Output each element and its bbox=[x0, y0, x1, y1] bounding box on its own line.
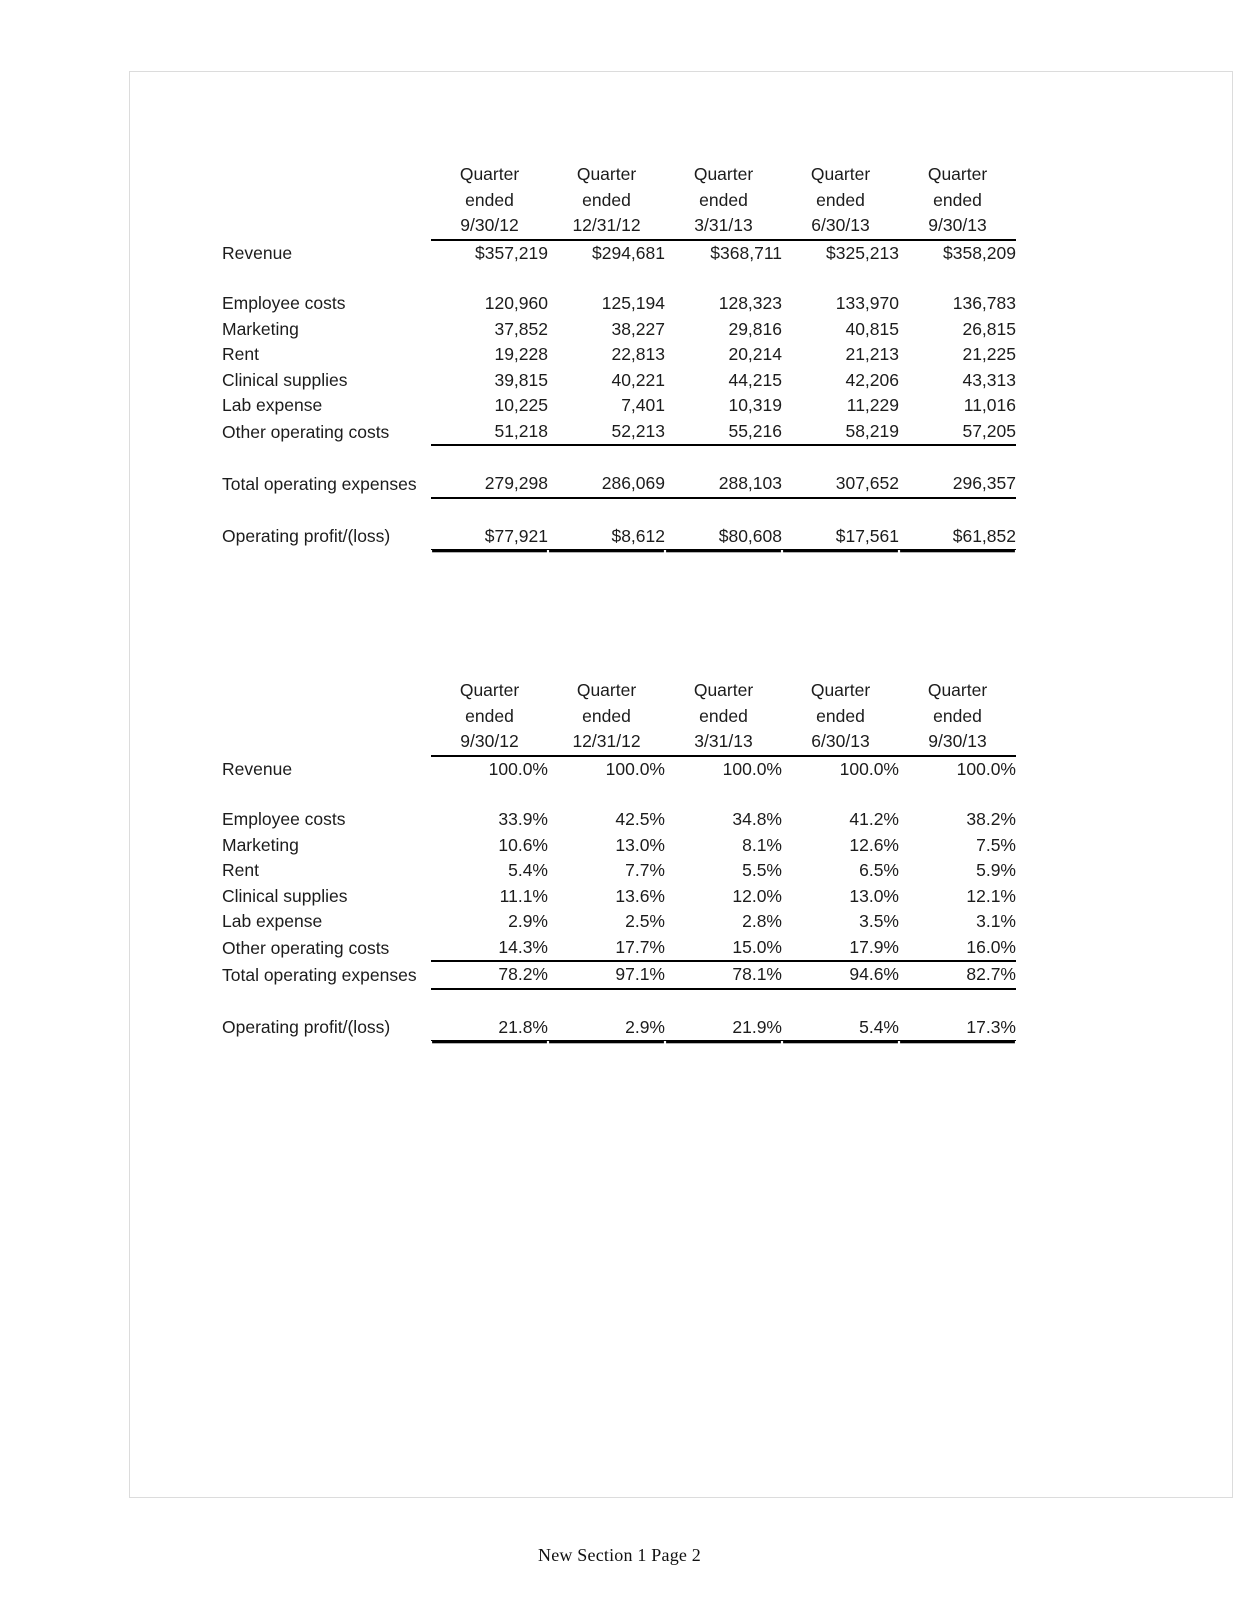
row-value: 97.1% bbox=[548, 961, 665, 989]
row-label: Other operating costs bbox=[222, 937, 390, 958]
header-line-3: 9/30/13 bbox=[928, 731, 987, 751]
header-line-1: Quarter bbox=[927, 164, 988, 184]
column-header-cell bbox=[431, 678, 548, 756]
row-value: 15.0% bbox=[665, 935, 782, 962]
row-value: 40,815 bbox=[845, 318, 899, 339]
column-header-cell bbox=[548, 678, 665, 756]
table-row bbox=[222, 393, 1016, 419]
spacer-cell bbox=[222, 445, 431, 471]
row-value: 5.4% bbox=[782, 1015, 899, 1041]
header-line-2: ended bbox=[699, 705, 748, 726]
header-line-1: Quarter bbox=[459, 680, 520, 700]
table-row bbox=[222, 858, 1016, 884]
page-footer: New Section 1 Page 2 bbox=[538, 1545, 701, 1565]
header-line-1: Quarter bbox=[693, 164, 754, 184]
row-value: 10,225 bbox=[494, 395, 548, 415]
spacer-cell bbox=[899, 266, 1016, 291]
column-header-cell bbox=[548, 162, 665, 240]
spacer-cell bbox=[665, 782, 782, 807]
header-line-3: 9/30/12 bbox=[460, 215, 519, 235]
row-value: 16.0% bbox=[899, 935, 1016, 962]
column-header-cell bbox=[899, 162, 1016, 240]
header-line-3: 12/31/12 bbox=[572, 731, 641, 751]
spacer-cell bbox=[899, 498, 1016, 524]
header-line-3: 6/30/13 bbox=[811, 215, 870, 235]
table-header-row bbox=[222, 678, 1016, 756]
row-value: 100.0% bbox=[548, 756, 665, 783]
row-label: Clinical supplies bbox=[222, 885, 348, 906]
row-value: $8,612 bbox=[548, 524, 665, 550]
row-value: 100.0% bbox=[899, 756, 1016, 783]
row-value: 34.8% bbox=[732, 809, 782, 829]
row-value: 21.9% bbox=[665, 1015, 782, 1041]
spacer-cell bbox=[899, 782, 1016, 807]
row-label: Rent bbox=[222, 344, 259, 364]
header-line-2: ended bbox=[816, 705, 865, 726]
row-value: 307,652 bbox=[782, 471, 899, 498]
row-value: 94.6% bbox=[782, 961, 899, 989]
row-label: Revenue bbox=[222, 242, 293, 263]
header-line-1: Quarter bbox=[693, 680, 754, 700]
spacer-cell bbox=[665, 498, 782, 524]
table-body bbox=[222, 678, 1016, 1041]
row-value: $77,921 bbox=[431, 524, 548, 550]
header-line-1: Quarter bbox=[576, 164, 637, 184]
row-value: 82.7% bbox=[899, 961, 1016, 989]
header-line-2: ended bbox=[933, 705, 982, 726]
column-header-cell bbox=[665, 162, 782, 240]
row-label: Clinical supplies bbox=[222, 369, 348, 390]
row-value: 128,323 bbox=[718, 293, 782, 313]
row-label: Total operating expenses bbox=[222, 474, 417, 494]
row-value: 21,225 bbox=[962, 344, 1016, 364]
spacer-cell bbox=[431, 782, 548, 807]
quarterly-income-statement-percent-table bbox=[222, 678, 1016, 1041]
spacer-cell bbox=[782, 989, 899, 1015]
row-value: 11.1% bbox=[499, 885, 548, 906]
header-line-1: Quarter bbox=[810, 680, 871, 700]
row-value: 38,227 bbox=[611, 318, 665, 339]
row-value: 133,970 bbox=[835, 293, 899, 313]
row-value: 13.0% bbox=[849, 885, 899, 906]
row-value: $61,852 bbox=[899, 524, 1016, 550]
table-row bbox=[222, 419, 1016, 446]
row-value: 20,214 bbox=[728, 344, 782, 364]
spacer-cell bbox=[782, 266, 899, 291]
spacer-row bbox=[222, 989, 1016, 1015]
header-line-2: ended bbox=[465, 705, 514, 726]
table-row bbox=[222, 935, 1016, 962]
row-value: 7.7% bbox=[625, 860, 665, 880]
row-value: 21,213 bbox=[845, 344, 899, 364]
row-value: 100.0% bbox=[431, 756, 548, 783]
table-header-row bbox=[222, 162, 1016, 240]
row-value: 58,219 bbox=[782, 419, 899, 446]
row-value: 17.3% bbox=[899, 1015, 1016, 1041]
row-value: 55,216 bbox=[665, 419, 782, 446]
row-value: 136,783 bbox=[952, 293, 1016, 313]
row-label: Total operating expenses bbox=[222, 965, 417, 985]
row-value: $325,213 bbox=[782, 240, 899, 267]
row-value: 51,218 bbox=[431, 419, 548, 446]
spacer-cell bbox=[548, 266, 665, 291]
row-value: 26,815 bbox=[962, 318, 1016, 339]
header-line-2: ended bbox=[933, 189, 982, 210]
table-row bbox=[222, 833, 1016, 859]
row-value: 100.0% bbox=[782, 756, 899, 783]
row-value: 296,357 bbox=[899, 471, 1016, 498]
header-line-1: Quarter bbox=[927, 680, 988, 700]
spacer-row bbox=[222, 782, 1016, 807]
table-row bbox=[222, 291, 1016, 317]
row-value: $357,219 bbox=[431, 240, 548, 267]
table-row-total-operating-expenses bbox=[222, 471, 1016, 498]
spacer-cell bbox=[548, 445, 665, 471]
header-line-2: ended bbox=[465, 189, 514, 210]
table-row-revenue bbox=[222, 756, 1016, 783]
table-row-total-operating-expenses bbox=[222, 961, 1016, 989]
spacer-cell bbox=[665, 989, 782, 1015]
row-value: 78.1% bbox=[665, 961, 782, 989]
spacer-cell bbox=[782, 782, 899, 807]
header-line-3: 9/30/13 bbox=[928, 215, 987, 235]
page-content bbox=[130, 72, 1232, 1497]
header-line-3: 3/31/13 bbox=[694, 731, 753, 751]
spacer-cell bbox=[222, 266, 431, 291]
spacer-cell bbox=[899, 989, 1016, 1015]
row-value: $80,608 bbox=[665, 524, 782, 550]
spacer-cell bbox=[782, 498, 899, 524]
row-value: 5.4% bbox=[508, 860, 548, 880]
row-value: 43,313 bbox=[962, 369, 1016, 390]
row-value: 21.8% bbox=[431, 1015, 548, 1041]
table-row-operating-profit bbox=[222, 1015, 1016, 1041]
row-value: $368,711 bbox=[665, 240, 782, 267]
row-value: 5.5% bbox=[742, 860, 782, 880]
row-label: Operating profit/(loss) bbox=[222, 526, 391, 546]
row-label: Employee costs bbox=[222, 809, 346, 829]
spacer-cell bbox=[431, 989, 548, 1015]
header-line-3: 6/30/13 bbox=[811, 731, 870, 751]
column-header-cell bbox=[782, 678, 899, 756]
header-line-2: ended bbox=[582, 189, 631, 210]
table-row-operating-profit bbox=[222, 524, 1016, 550]
row-value: 29,816 bbox=[728, 318, 782, 339]
row-label: Operating profit/(loss) bbox=[222, 1017, 391, 1037]
column-header-cell bbox=[782, 162, 899, 240]
row-value: 57,205 bbox=[899, 419, 1016, 446]
row-value: 11,229 bbox=[846, 395, 899, 415]
row-value: 13.0% bbox=[615, 834, 665, 855]
row-value: 2.8% bbox=[742, 911, 782, 931]
row-value: 5.9% bbox=[976, 860, 1016, 880]
row-label: Other operating costs bbox=[222, 421, 390, 442]
row-value: 44,215 bbox=[728, 369, 782, 390]
quarterly-income-statement-dollars-table bbox=[222, 162, 1016, 550]
row-label: Lab expense bbox=[222, 911, 323, 931]
table-row bbox=[222, 884, 1016, 910]
spacer-row bbox=[222, 266, 1016, 291]
row-value: 52,213 bbox=[548, 419, 665, 446]
row-value: 12.6% bbox=[849, 834, 899, 855]
spacer-cell bbox=[665, 266, 782, 291]
row-label: Revenue bbox=[222, 758, 293, 779]
row-label: Marketing bbox=[222, 834, 299, 855]
row-value: 42.5% bbox=[615, 809, 665, 829]
spacer-cell bbox=[431, 445, 548, 471]
row-value: 120,960 bbox=[484, 293, 548, 313]
row-value: 125,194 bbox=[601, 293, 665, 313]
row-value: 10.6% bbox=[498, 834, 548, 855]
row-value: 13.6% bbox=[615, 885, 665, 906]
spacer-cell bbox=[899, 445, 1016, 471]
row-label: Rent bbox=[222, 860, 259, 880]
column-header-cell bbox=[665, 678, 782, 756]
table-row bbox=[222, 909, 1016, 935]
row-value: 11,016 bbox=[963, 395, 1016, 415]
row-value: $294,681 bbox=[548, 240, 665, 267]
header-line-1: Quarter bbox=[810, 164, 871, 184]
header-line-1: Quarter bbox=[459, 164, 520, 184]
row-value: 14.3% bbox=[431, 935, 548, 962]
spacer-cell bbox=[548, 989, 665, 1015]
header-corner-cell bbox=[222, 678, 431, 756]
row-value: 42,206 bbox=[845, 369, 899, 390]
row-value: 279,298 bbox=[431, 471, 548, 498]
spacer-row bbox=[222, 445, 1016, 471]
spacer-cell bbox=[222, 989, 431, 1015]
header-line-2: ended bbox=[582, 705, 631, 726]
row-value: 8.1% bbox=[742, 834, 782, 855]
spacer-cell bbox=[548, 498, 665, 524]
header-line-1: Quarter bbox=[576, 680, 637, 700]
row-label: Employee costs bbox=[222, 293, 346, 313]
spacer-cell bbox=[222, 782, 431, 807]
header-line-3: 9/30/12 bbox=[460, 731, 519, 751]
row-value: 33.9% bbox=[498, 809, 548, 829]
row-value: 12.1% bbox=[966, 885, 1016, 906]
row-value: 2.9% bbox=[548, 1015, 665, 1041]
row-value: 6.5% bbox=[859, 860, 899, 880]
row-value: 41.2% bbox=[849, 809, 899, 829]
table-row bbox=[222, 317, 1016, 343]
spacer-cell bbox=[431, 498, 548, 524]
row-value: 78.2% bbox=[431, 961, 548, 989]
header-line-2: ended bbox=[699, 189, 748, 210]
row-value: 37,852 bbox=[494, 318, 548, 339]
table-row bbox=[222, 807, 1016, 833]
row-value: 19,228 bbox=[494, 344, 548, 364]
row-value: 22,813 bbox=[611, 344, 665, 364]
row-value: 7,401 bbox=[621, 395, 665, 415]
header-line-3: 3/31/13 bbox=[694, 215, 753, 235]
row-value: 12.0% bbox=[732, 885, 782, 906]
spacer-cell bbox=[222, 498, 431, 524]
spacer-cell bbox=[431, 266, 548, 291]
spacer-cell bbox=[782, 445, 899, 471]
header-corner-cell bbox=[222, 162, 431, 240]
spacer-cell bbox=[665, 445, 782, 471]
row-value: 3.1% bbox=[976, 911, 1016, 931]
row-value: 288,103 bbox=[665, 471, 782, 498]
row-value: 286,069 bbox=[548, 471, 665, 498]
row-value: 7.5% bbox=[976, 834, 1016, 855]
row-label: Marketing bbox=[222, 318, 299, 339]
row-value: $358,209 bbox=[899, 240, 1016, 267]
header-line-3: 12/31/12 bbox=[572, 215, 641, 235]
table-body bbox=[222, 162, 1016, 550]
table-row bbox=[222, 342, 1016, 368]
header-line-2: ended bbox=[816, 189, 865, 210]
spacer-row bbox=[222, 498, 1016, 524]
table-row-revenue bbox=[222, 240, 1016, 267]
row-value: 38.2% bbox=[966, 809, 1016, 829]
row-value: 39,815 bbox=[494, 369, 548, 390]
row-value: 100.0% bbox=[665, 756, 782, 783]
row-value: 3.5% bbox=[859, 911, 899, 931]
row-label: Lab expense bbox=[222, 395, 323, 415]
row-value: 40,221 bbox=[611, 369, 665, 390]
row-value: 2.5% bbox=[625, 911, 665, 931]
spacer-cell bbox=[548, 782, 665, 807]
column-header-cell bbox=[899, 678, 1016, 756]
column-header-cell bbox=[431, 162, 548, 240]
document-page bbox=[129, 71, 1233, 1498]
row-value: 17.9% bbox=[782, 935, 899, 962]
row-value: 2.9% bbox=[508, 911, 548, 931]
row-value: 17.7% bbox=[548, 935, 665, 962]
row-value: 10,319 bbox=[728, 395, 782, 415]
row-value: $17,561 bbox=[782, 524, 899, 550]
table-row bbox=[222, 368, 1016, 394]
